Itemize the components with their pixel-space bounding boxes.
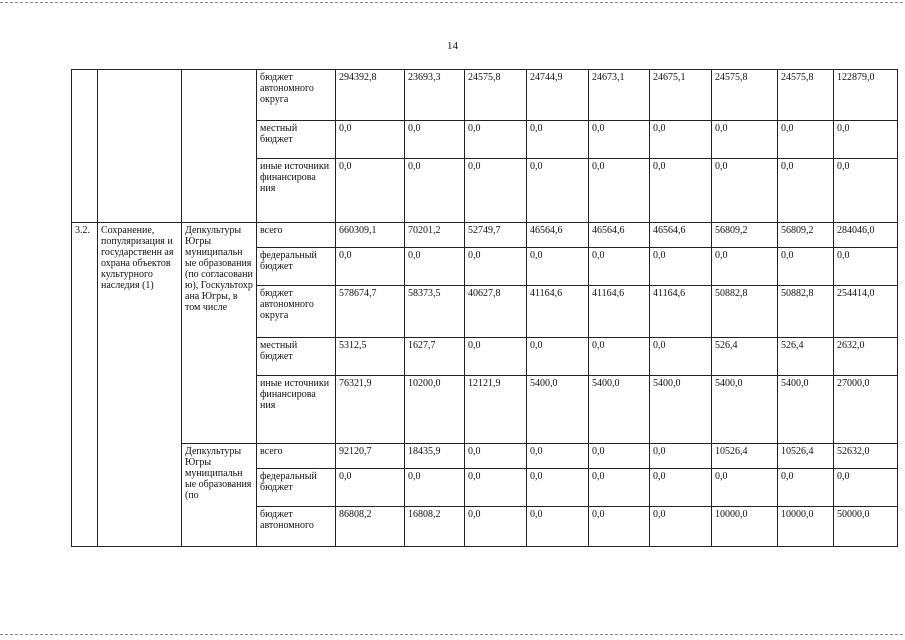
cell-value: 0,0 — [589, 121, 650, 159]
cell-value: 0,0 — [712, 121, 778, 159]
cell-value: 46564,6 — [527, 223, 589, 248]
cell-value: 5400,0 — [650, 376, 712, 444]
cell-source: местный бюджет — [257, 121, 336, 159]
cell-value: 0,0 — [778, 159, 834, 223]
cell-value: 0,0 — [465, 121, 527, 159]
cell-value: 0,0 — [650, 444, 712, 469]
cell-value: 0,0 — [405, 248, 465, 286]
cell-value: 0,0 — [712, 469, 778, 507]
cell-value: 578674,7 — [336, 286, 405, 338]
cell-value: 10000,0 — [778, 507, 834, 547]
cell-value: 0,0 — [336, 121, 405, 159]
cell-value: 76321,9 — [336, 376, 405, 444]
cell-source: бюджет автономного округа — [257, 70, 336, 121]
cell-value: 0,0 — [527, 507, 589, 547]
cell-value: 0,0 — [589, 248, 650, 286]
scan-edge-top — [0, 2, 905, 3]
cell-value: 254414,0 — [834, 286, 898, 338]
cell-value: 294392,8 — [336, 70, 405, 121]
cell-value: 50882,8 — [712, 286, 778, 338]
cell-value: 41164,6 — [527, 286, 589, 338]
cell-value: 0,0 — [405, 159, 465, 223]
cell-num — [72, 70, 98, 223]
cell-value: 56809,2 — [778, 223, 834, 248]
cell-value: 0,0 — [650, 469, 712, 507]
cell-value: 10200,0 — [405, 376, 465, 444]
cell-value: 0,0 — [712, 248, 778, 286]
cell-value: 10000,0 — [712, 507, 778, 547]
cell-name — [98, 70, 182, 223]
cell-value: 5400,0 — [589, 376, 650, 444]
table-row — [72, 223, 898, 248]
cell-value: 52632,0 — [834, 444, 898, 469]
page-number: 14 — [447, 40, 458, 52]
cell-value: 0,0 — [527, 159, 589, 223]
cell-value: 0,0 — [650, 159, 712, 223]
cell-value: 0,0 — [465, 507, 527, 547]
cell-value: 0,0 — [650, 338, 712, 376]
cell-value: 50882,8 — [778, 286, 834, 338]
cell-value: 2632,0 — [834, 338, 898, 376]
cell-value: 12121,9 — [465, 376, 527, 444]
cell-value: 122879,0 — [834, 70, 898, 121]
cell-value: 5400,0 — [778, 376, 834, 444]
cell-num: 3.2. — [72, 223, 98, 547]
cell-value: 46564,6 — [589, 223, 650, 248]
cell-value: 0,0 — [834, 469, 898, 507]
cell-value: 5312,5 — [336, 338, 405, 376]
cell-value: 660309,1 — [336, 223, 405, 248]
cell-source: федеральный бюджет — [257, 469, 336, 507]
cell-value: 24744,9 — [527, 70, 589, 121]
cell-value: 0,0 — [405, 121, 465, 159]
cell-value: 18435,9 — [405, 444, 465, 469]
cell-value: 0,0 — [712, 159, 778, 223]
cell-value: 0,0 — [465, 444, 527, 469]
cell-source: бюджет автономного округа — [257, 286, 336, 338]
cell-value: 10526,4 — [712, 444, 778, 469]
cell-name: Сохранение, популяризация и государственн ая охрана объектов культурного наследия (1) — [98, 223, 182, 547]
cell-value: 5400,0 — [527, 376, 589, 444]
cell-value: 0,0 — [834, 248, 898, 286]
cell-value: 0,0 — [589, 507, 650, 547]
cell-value: 56809,2 — [712, 223, 778, 248]
financing-table — [71, 69, 898, 547]
cell-value: 526,4 — [778, 338, 834, 376]
cell-value: 16808,2 — [405, 507, 465, 547]
cell-value: 0,0 — [336, 248, 405, 286]
cell-value: 46564,6 — [650, 223, 712, 248]
cell-value: 24575,8 — [712, 70, 778, 121]
table-row — [72, 444, 898, 469]
table-row — [72, 70, 898, 121]
cell-source: иные источники финансирова ния — [257, 159, 336, 223]
cell-value: 0,0 — [405, 469, 465, 507]
cell-value: 0,0 — [465, 338, 527, 376]
cell-value: 0,0 — [465, 159, 527, 223]
cell-value: 40627,8 — [465, 286, 527, 338]
cell-value: 0,0 — [778, 121, 834, 159]
cell-value: 0,0 — [336, 469, 405, 507]
cell-value: 0,0 — [650, 121, 712, 159]
cell-source: иные источники финансирова ния — [257, 376, 336, 444]
cell-value: 52749,7 — [465, 223, 527, 248]
cell-value: 27000,0 — [834, 376, 898, 444]
cell-value: 0,0 — [778, 248, 834, 286]
cell-source: всего — [257, 444, 336, 469]
cell-value: 5400,0 — [712, 376, 778, 444]
cell-value: 0,0 — [650, 248, 712, 286]
scan-edge-bottom — [0, 634, 905, 635]
table-body — [72, 70, 898, 547]
cell-value: 24575,8 — [778, 70, 834, 121]
cell-value: 0,0 — [527, 248, 589, 286]
cell-executor — [182, 70, 257, 223]
cell-value: 41164,6 — [650, 286, 712, 338]
cell-executor: Депкультуры Югры муниципальн ые образования (по — [182, 444, 257, 547]
cell-value: 10526,4 — [778, 444, 834, 469]
cell-value: 284046,0 — [834, 223, 898, 248]
cell-value: 41164,6 — [589, 286, 650, 338]
cell-value: 23693,3 — [405, 70, 465, 121]
cell-value: 0,0 — [336, 159, 405, 223]
cell-value: 0,0 — [465, 469, 527, 507]
cell-value: 24575,8 — [465, 70, 527, 121]
cell-value: 0,0 — [589, 338, 650, 376]
cell-value: 0,0 — [589, 159, 650, 223]
cell-value: 0,0 — [527, 444, 589, 469]
cell-value: 50000,0 — [834, 507, 898, 547]
cell-value: 0,0 — [527, 338, 589, 376]
cell-value: 0,0 — [834, 121, 898, 159]
cell-source: местный бюджет — [257, 338, 336, 376]
cell-value: 1627,7 — [405, 338, 465, 376]
cell-value: 0,0 — [589, 469, 650, 507]
cell-source: федеральный бюджет — [257, 248, 336, 286]
cell-value: 24675,1 — [650, 70, 712, 121]
cell-value: 0,0 — [650, 507, 712, 547]
cell-source: всего — [257, 223, 336, 248]
cell-executor: Депкультуры Югры муниципальн ые образования (по согласовани ю), Госкультохр ана Югры, в том числе — [182, 223, 257, 444]
cell-value: 526,4 — [712, 338, 778, 376]
cell-value: 0,0 — [527, 469, 589, 507]
cell-value: 0,0 — [465, 248, 527, 286]
cell-value: 24673,1 — [589, 70, 650, 121]
cell-value: 0,0 — [527, 121, 589, 159]
cell-source: бюджет автономного — [257, 507, 336, 547]
cell-value: 92120,7 — [336, 444, 405, 469]
cell-value: 86808,2 — [336, 507, 405, 547]
cell-value: 0,0 — [778, 469, 834, 507]
cell-value: 70201,2 — [405, 223, 465, 248]
cell-value: 58373,5 — [405, 286, 465, 338]
cell-value: 0,0 — [834, 159, 898, 223]
cell-value: 0,0 — [589, 444, 650, 469]
